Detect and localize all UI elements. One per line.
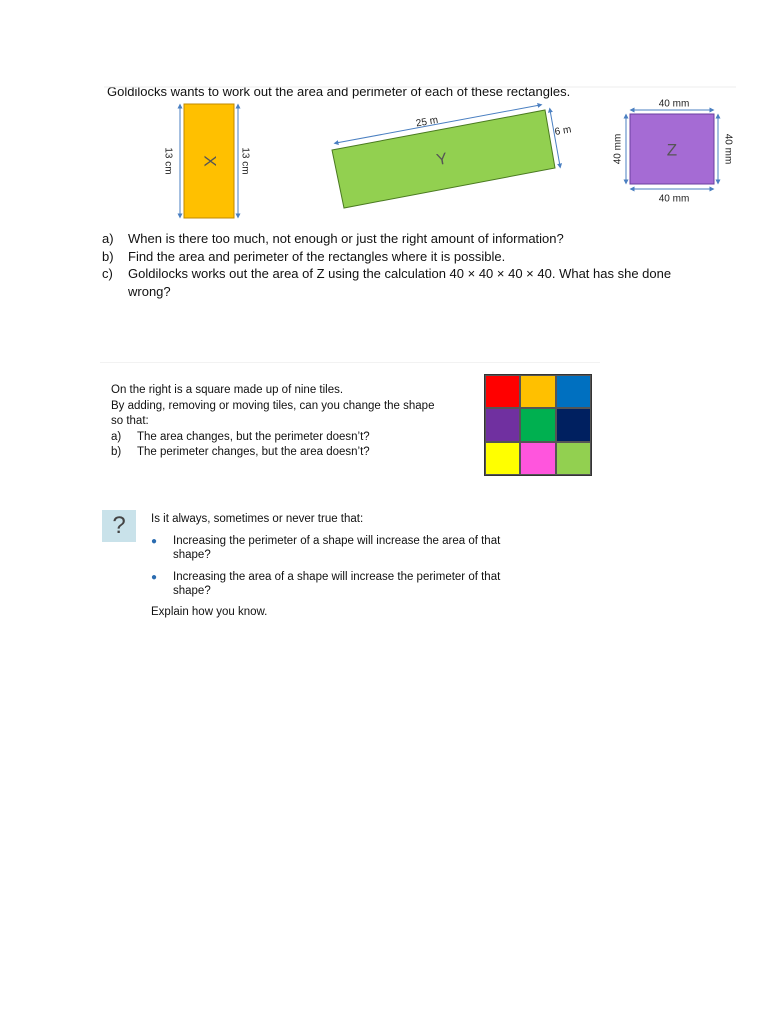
question-text: When is there too much, not enough or just the right amount of information? bbox=[128, 231, 564, 246]
rectangle-x bbox=[162, 104, 250, 218]
tile-6 bbox=[556, 408, 591, 441]
tile-8 bbox=[520, 442, 555, 475]
tiles-line-2: By adding, removing or moving tiles, can you change the shape so that: bbox=[111, 399, 435, 427]
tile-4 bbox=[485, 408, 520, 441]
asn-bullet-2 bbox=[151, 570, 521, 598]
rect-z-right-length: 40 mm bbox=[722, 133, 734, 165]
asn-bullet-1 bbox=[151, 534, 521, 562]
question-label: c) bbox=[102, 266, 113, 281]
question-mark-icon: ? bbox=[102, 510, 136, 542]
rectangles-diagram bbox=[0, 0, 768, 230]
tiles-task bbox=[111, 383, 441, 461]
intro-text: Goldilocks wants to work out the area and perimeter of each of these rectangles. bbox=[107, 84, 571, 99]
rect-x-label: X bbox=[200, 155, 220, 167]
question-label: b) bbox=[102, 248, 114, 264]
tile-9 bbox=[556, 442, 591, 475]
tile-5 bbox=[520, 408, 555, 441]
tiles-item-b bbox=[111, 445, 441, 461]
bullet-dot-icon: ● bbox=[151, 536, 158, 547]
always-sometimes-never-task bbox=[151, 512, 521, 619]
rect-y-label: Y bbox=[435, 150, 449, 170]
tiles-item-a bbox=[111, 430, 441, 446]
tile-3 bbox=[556, 375, 591, 408]
tile-1 bbox=[485, 375, 520, 408]
question-list bbox=[102, 230, 712, 300]
question-a bbox=[102, 230, 712, 248]
asn-explain: Explain how you know. bbox=[151, 606, 268, 618]
nine-tile-square bbox=[484, 374, 592, 476]
rect-z-top-length: 40 mm bbox=[658, 98, 690, 110]
asn-prompt: Is it always, sometimes or never true that: bbox=[151, 513, 364, 525]
tile-2 bbox=[520, 375, 555, 408]
asn-bullet-text: Increasing the area of a shape will increase the perimeter of that shape? bbox=[173, 571, 501, 597]
rect-x-left-length: 13 cm bbox=[162, 147, 174, 175]
rect-y-short-side: 6 m bbox=[553, 124, 573, 139]
rect-x-right-length: 13 cm bbox=[239, 147, 251, 175]
tiles-item-text: The area changes, but the perimeter doesn’t? bbox=[137, 430, 370, 443]
question-b bbox=[102, 248, 712, 266]
bullet-dot-icon: ● bbox=[151, 572, 158, 583]
tiles-item-label: b) bbox=[111, 446, 122, 458]
asn-bullet-text: Increasing the perimeter of a shape will increase the area of that shape? bbox=[173, 535, 501, 561]
tiles-item-label: a) bbox=[111, 430, 122, 443]
rectangle-z bbox=[613, 99, 734, 205]
tiles-line-1: On the right is a square made up of nine tiles. bbox=[111, 384, 344, 396]
rect-z-label: Z bbox=[666, 140, 678, 160]
rect-z-bottom-length: 40 mm bbox=[658, 193, 690, 205]
tiles-item-text: The perimeter changes, but the area doesn’t? bbox=[137, 446, 370, 458]
rect-y-long-side: 25 m bbox=[415, 114, 439, 130]
question-c bbox=[102, 265, 712, 300]
section-divider bbox=[100, 362, 600, 363]
question-text: Find the area and perimeter of the rectangles where it is possible. bbox=[128, 248, 506, 264]
tile-7 bbox=[485, 442, 520, 475]
rectangle-y bbox=[332, 105, 572, 208]
question-text: Goldilocks works out the area of Z using the calculation 40 × 40 × 40 × 40. What has she done wrong? bbox=[128, 266, 672, 299]
question-label: a) bbox=[102, 231, 114, 246]
rect-z-left-length: 40 mm bbox=[612, 133, 624, 165]
